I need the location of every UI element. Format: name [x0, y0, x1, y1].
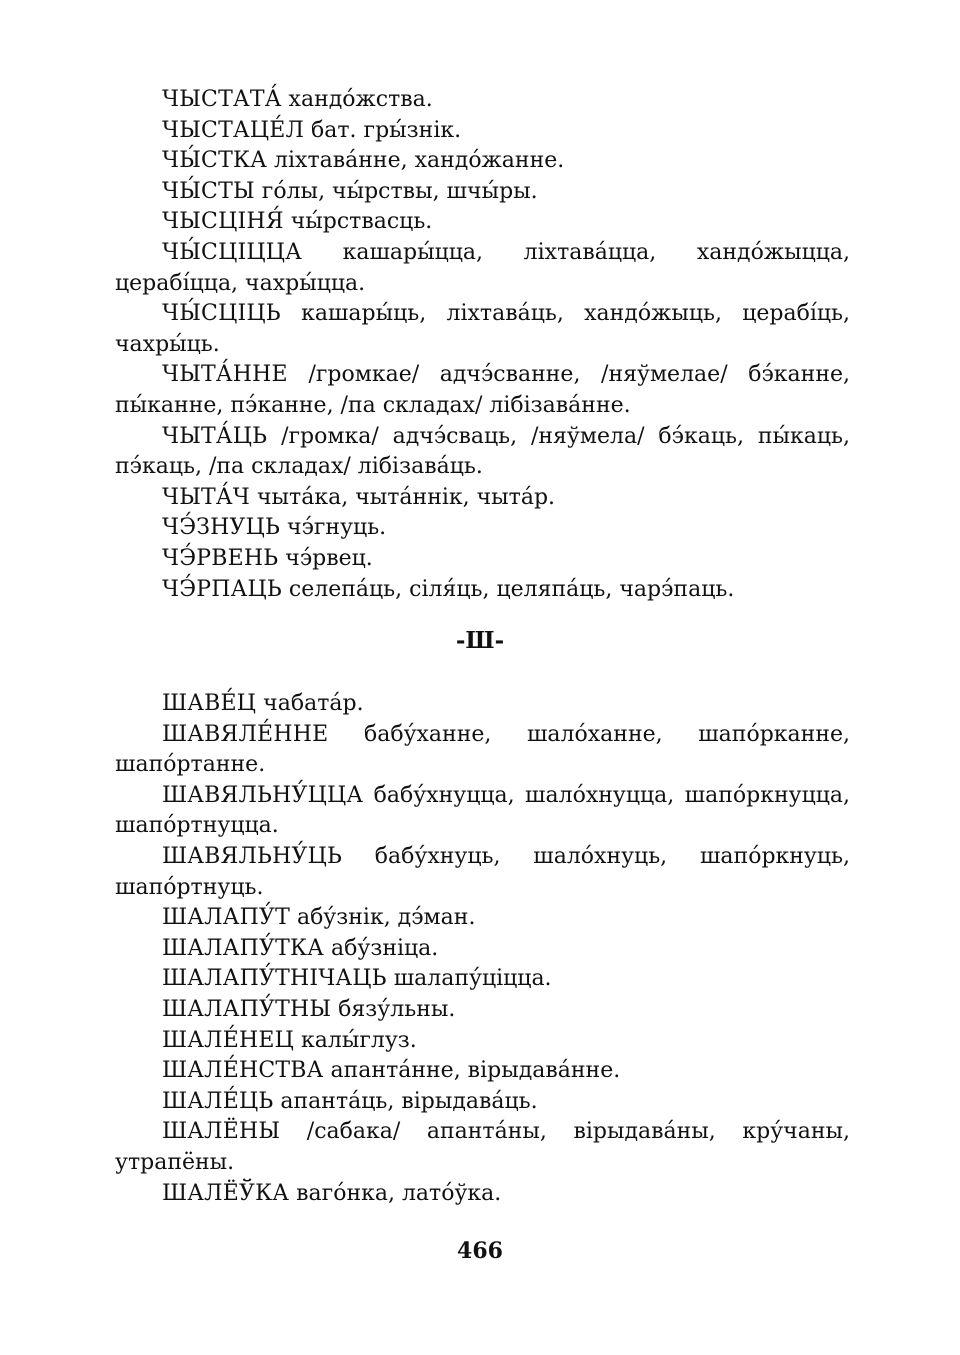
entry-synonyms: апанта́ць, вірыдава́ць.	[273, 1088, 538, 1114]
entry-headword: ШАЛАПУ́ТНЫ	[162, 996, 332, 1022]
entry-synonyms: кашары́цца, ліхтава́цца, хандо́жыцца, церабі́цца, чахры́цца.	[115, 239, 850, 296]
entry-synonyms: бабу́ханне, шало́ханне, шапо́рканне, шапо́ртанне.	[115, 721, 850, 778]
entry-synonyms: чэ́рвец.	[278, 545, 373, 571]
entry-headword: ШАЛЕ́ЦЬ	[162, 1088, 274, 1114]
entry-synonyms: бабу́хнуцца, шало́хнуцца, шапо́ркнуцца, шапо́ртнуцца.	[115, 782, 850, 839]
dictionary-entry	[115, 995, 850, 1026]
entry-synonyms: хандо́жства.	[281, 87, 433, 112]
entry-synonyms: бабу́хнуць, шало́хнуць, шапо́ркнуць, шапо́ртнуць.	[115, 843, 850, 900]
dictionary-entry	[115, 689, 850, 720]
dictionary-entry	[115, 781, 850, 842]
dictionary-entry	[115, 575, 850, 606]
entry-synonyms: чэ́гнуць.	[280, 515, 387, 541]
dictionary-entry	[115, 842, 850, 903]
entry-synonyms: бат. гры́знік.	[304, 117, 462, 143]
entry-headword: ЧЫ́СЦІЦЦА	[162, 239, 302, 265]
dictionary-entry	[115, 1056, 850, 1087]
dictionary-entry	[115, 146, 850, 177]
entry-synonyms: шалапу́ціцца.	[386, 966, 552, 992]
dictionary-entry	[115, 116, 850, 147]
entry-headword: ЧЫ́СЦІЦЬ	[162, 301, 281, 327]
entry-headword: ЧЫТА́ННЕ	[162, 362, 288, 388]
entry-synonyms: /громка/ адчэ́сваць, /няўмела/ бэ́каць, пы́каць, пэ́каць, /па складах/ лібізава́ць.	[115, 423, 850, 480]
entry-headword: ШАЛАПУ́Т	[162, 905, 290, 931]
dictionary-entry	[115, 177, 850, 208]
dictionary-entry	[115, 1179, 850, 1210]
entry-headword: ЧЫСЦІНЯ́	[162, 209, 284, 235]
entry-headword: ЧЫТА́ЦЬ	[162, 423, 268, 449]
entry-headword: ЧЫСТАТА́	[162, 87, 282, 112]
entry-synonyms: калы́глуз.	[294, 1027, 417, 1053]
dictionary-section-sha	[115, 689, 850, 1209]
entry-synonyms: кашары́ць, ліхтава́ць, хандо́жыць, церабі́ць, чахры́ць.	[115, 301, 850, 357]
entry-synonyms: бязу́льны.	[331, 996, 456, 1022]
entry-headword: ШАЛЕ́НСТВА	[162, 1058, 324, 1084]
entry-headword: ШАВЕ́Ц	[162, 691, 257, 716]
entry-synonyms: абу́знік, дэ́ман.	[289, 905, 476, 931]
entry-headword: ЧЫ́СТКА	[162, 148, 268, 174]
dictionary-entry	[115, 544, 850, 575]
entry-headword: ЧЭ́РПАЦЬ	[162, 576, 282, 602]
entry-headword: ЧЫСТАЦЕ́Л	[162, 117, 305, 143]
entry-headword: ЧЭ́ЗНУЦЬ	[162, 515, 281, 541]
dictionary-entry	[115, 934, 850, 965]
entry-synonyms: абу́зніца.	[324, 935, 439, 961]
dictionary-entry	[115, 513, 850, 544]
dictionary-entry	[115, 299, 850, 360]
entry-headword: ЧЭ́РВЕНЬ	[162, 545, 279, 571]
entry-headword: ШАВЯЛЬНУ́ЦЬ	[162, 843, 342, 869]
entry-synonyms: чыта́ка, чыта́ннік, чыта́р.	[250, 484, 556, 510]
entry-headword: ШАЛАПУ́ТНІЧАЦЬ	[162, 966, 387, 992]
dictionary-entry	[115, 1087, 850, 1118]
entry-synonyms: ліхтава́нне, хандо́жанне.	[267, 148, 565, 174]
entry-synonyms: ваго́нка, лато́ўка.	[289, 1180, 502, 1206]
entry-synonyms: апанта́нне, вірыдава́нне.	[323, 1058, 621, 1084]
entry-synonyms: /сабака/ апанта́ны, вірыдава́ны, кру́чаны, утрапёны.	[115, 1119, 850, 1175]
section-heading-sha: -Ш-	[455, 627, 505, 654]
entry-headword: ШАВЯЛЬНУ́ЦЦА	[162, 782, 364, 808]
entry-synonyms: /громкае/ адчэ́сванне, /няўмелае/ бэ́канне, пы́канне, пэ́канне, /па складах/ лібізава́нне.	[115, 362, 850, 418]
entry-headword: ШАВЯЛЕ́ННЕ	[162, 721, 329, 747]
entry-synonyms: чабата́р.	[256, 691, 364, 716]
entry-headword: ЧЫ́СТЫ	[162, 178, 255, 204]
entry-headword: ШАЛЁЎКА	[162, 1180, 290, 1206]
dictionary-entry	[115, 207, 850, 238]
page-number: 466	[457, 1238, 503, 1264]
entry-headword: ЧЫТА́Ч	[162, 484, 250, 510]
dictionary-entry	[115, 1117, 850, 1178]
dictionary-entry	[115, 964, 850, 995]
dictionary-entry	[115, 483, 850, 514]
entry-synonyms: селепа́ць, сіля́ць, целяпа́ць, чарэ́паць.	[281, 576, 735, 602]
dictionary-entry	[115, 238, 850, 299]
dictionary-entry	[115, 85, 850, 116]
dictionary-entry	[115, 720, 850, 781]
entry-headword: ШАЛЁНЫ	[162, 1119, 281, 1145]
entry-headword: ШАЛЕ́НЕЦ	[162, 1027, 295, 1053]
dictionary-entry	[115, 1026, 850, 1057]
dictionary-entry	[115, 422, 850, 483]
entry-synonyms: го́лы, чы́рствы, шчы́ры.	[254, 178, 538, 204]
entry-headword: ШАЛАПУ́ТКА	[162, 935, 325, 961]
dictionary-entry	[115, 903, 850, 934]
dictionary-section-ch	[115, 85, 850, 605]
entry-synonyms: чы́рстваcць.	[283, 209, 433, 235]
dictionary-entry	[115, 360, 850, 421]
